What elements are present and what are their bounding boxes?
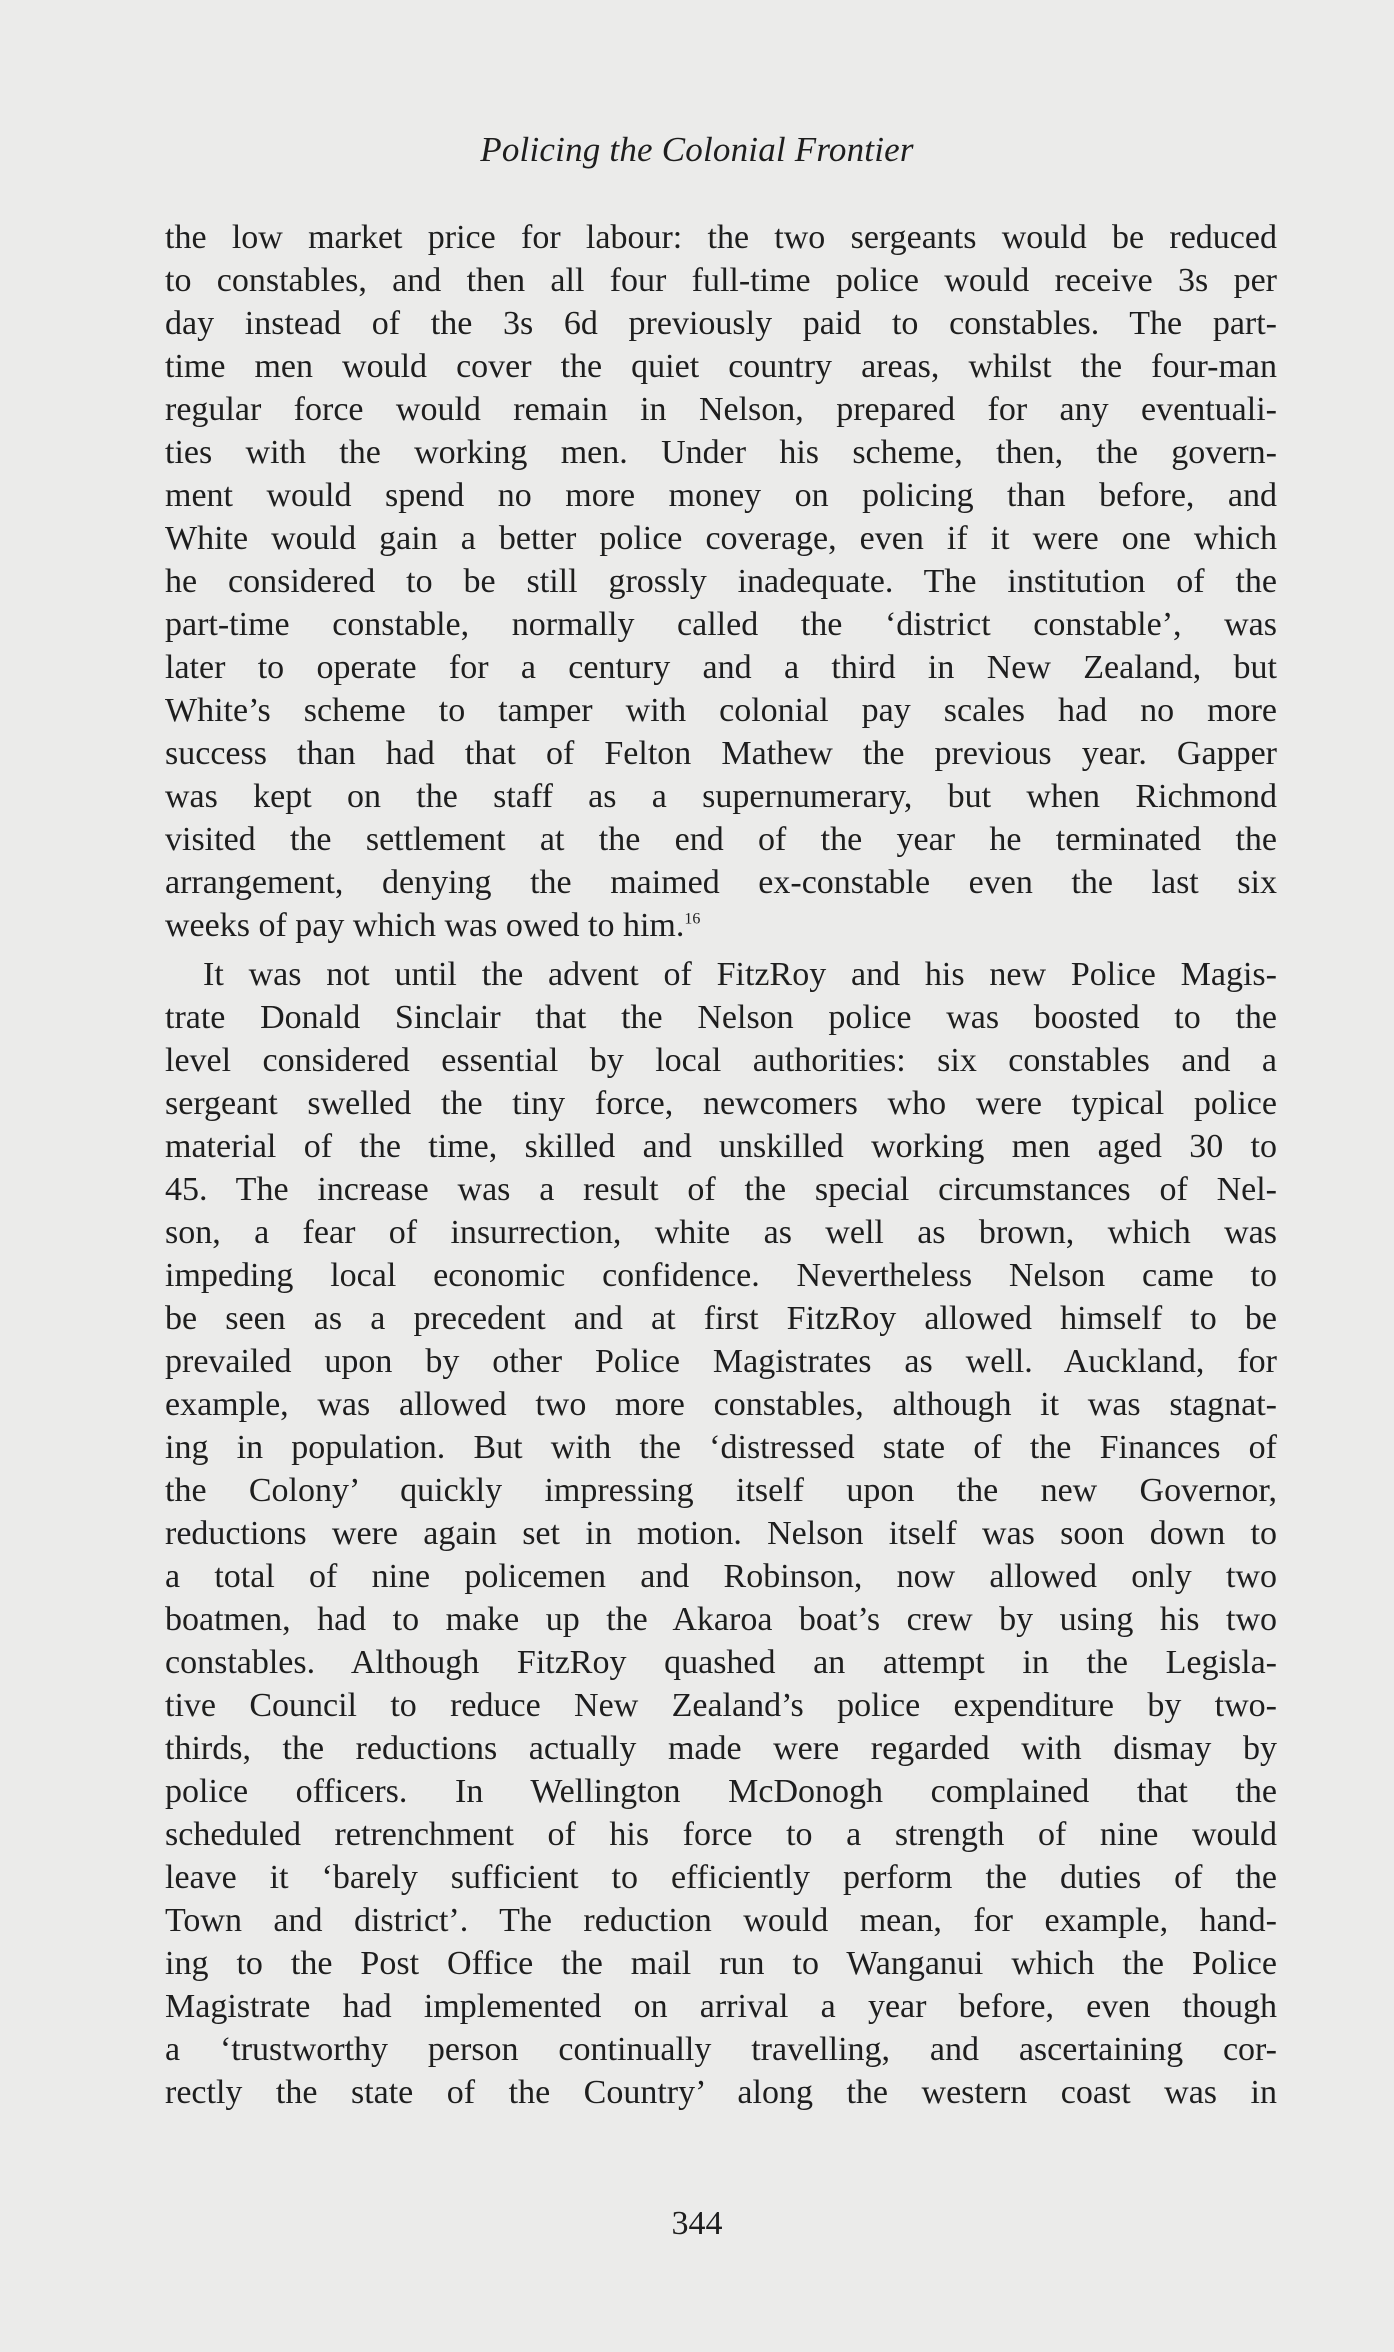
text-line: boatmen, had to make up the Akaroa boat’s crew by using his two bbox=[165, 1601, 1277, 1638]
text-line: 45. The increase was a result of the special circumstances of Nel- bbox=[165, 1171, 1277, 1208]
text-line: constables. Although FitzRoy quashed an attempt in the Legisla- bbox=[165, 1644, 1277, 1681]
text-line: material of the time, skilled and unskilled working men aged 30 to bbox=[165, 1128, 1277, 1165]
body-text bbox=[165, 216, 1277, 2114]
text-line: later to operate for a century and a third in New Zealand, but bbox=[165, 649, 1277, 686]
text-line: day instead of the 3s 6d previously paid to constables. The part- bbox=[165, 305, 1277, 342]
text-line: son, a fear of insurrection, white as well as brown, which was bbox=[165, 1214, 1277, 1251]
text-line: rectly the state of the Country’ along the western coast was in bbox=[165, 2074, 1277, 2111]
text-line: example, was allowed two more constables, although it was stagnat- bbox=[165, 1386, 1277, 1423]
text-line: he considered to be still grossly inadequate. The institution of the bbox=[165, 563, 1277, 600]
text-line: sergeant swelled the tiny force, newcomers who were typical police bbox=[165, 1085, 1277, 1122]
text-line: the Colony’ quickly impressing itself upon the new Governor, bbox=[165, 1472, 1277, 1509]
text-line: ing in population. But with the ‘distressed state of the Finances of bbox=[165, 1429, 1277, 1466]
text-line: arrangement, denying the maimed ex-constable even the last six bbox=[165, 864, 1277, 901]
running-head: Policing the Colonial Frontier bbox=[480, 130, 914, 169]
footnote-reference[interactable]: 16 bbox=[684, 910, 701, 928]
page-number: 344 bbox=[671, 2205, 723, 2242]
text-line: It was not until the advent of FitzRoy and his new Police Magis- bbox=[203, 956, 1277, 993]
text-line: ing to the Post Office the mail run to Wanganui which the Police bbox=[165, 1945, 1277, 1982]
text-line: White would gain a better police coverage, even if it were one which bbox=[165, 520, 1277, 557]
text-line: White’s scheme to tamper with colonial pay scales had no more bbox=[165, 692, 1277, 729]
text-line: success than had that of Felton Mathew the previous year. Gapper bbox=[165, 735, 1277, 772]
text-line: tive Council to reduce New Zealand’s police expenditure by two- bbox=[165, 1687, 1277, 1724]
text-line: visited the settlement at the end of the year he terminated the bbox=[165, 821, 1277, 858]
text-line: a total of nine policemen and Robinson, now allowed only two bbox=[165, 1558, 1277, 1595]
text-line: scheduled retrenchment of his force to a strength of nine would bbox=[165, 1816, 1277, 1853]
text-line: police officers. In Wellington McDonogh complained that the bbox=[165, 1773, 1277, 1810]
text-line: Town and district’. The reduction would mean, for example, hand- bbox=[165, 1902, 1277, 1939]
text-line: be seen as a precedent and at first FitzRoy allowed himself to be bbox=[165, 1300, 1277, 1337]
paragraph-2 bbox=[165, 953, 1277, 2114]
text-line: ment would spend no more money on policing than before, and bbox=[165, 477, 1277, 514]
text-line-last bbox=[165, 904, 1277, 947]
text-line: leave it ‘barely sufficient to efficiently perform the duties of the bbox=[165, 1859, 1277, 1896]
text-line: level considered essential by local authorities: six constables and a bbox=[165, 1042, 1277, 1079]
text-line: ties with the working men. Under his scheme, then, the govern- bbox=[165, 434, 1277, 471]
text-line: impeding local economic confidence. Nevertheless Nelson came to bbox=[165, 1257, 1277, 1294]
text-line-content: weeks of pay which was owed to him. bbox=[165, 907, 685, 944]
text-line: the low market price for labour: the two sergeants would be reduced bbox=[165, 219, 1277, 256]
text-line: time men would cover the quiet country areas, whilst the four-man bbox=[165, 348, 1277, 385]
text-line: thirds, the reductions actually made were regarded with dismay by bbox=[165, 1730, 1277, 1767]
text-line: trate Donald Sinclair that the Nelson police was boosted to the bbox=[165, 999, 1277, 1036]
text-line: a ‘trustworthy person continually travelling, and ascertaining cor- bbox=[165, 2031, 1277, 2068]
text-line: reductions were again set in motion. Nelson itself was soon down to bbox=[165, 1515, 1277, 1552]
text-line: prevailed upon by other Police Magistrates as well. Auckland, for bbox=[165, 1343, 1277, 1380]
text-line: part-time constable, normally called the ‘district constable’, was bbox=[165, 606, 1277, 643]
text-line: Magistrate had implemented on arrival a year before, even though bbox=[165, 1988, 1277, 2025]
text-line: was kept on the staff as a supernumerary, but when Richmond bbox=[165, 778, 1277, 815]
text-line: regular force would remain in Nelson, prepared for any eventuali- bbox=[165, 391, 1277, 428]
paragraph-1 bbox=[165, 216, 1277, 947]
text-line: to constables, and then all four full-time police would receive 3s per bbox=[165, 262, 1277, 299]
